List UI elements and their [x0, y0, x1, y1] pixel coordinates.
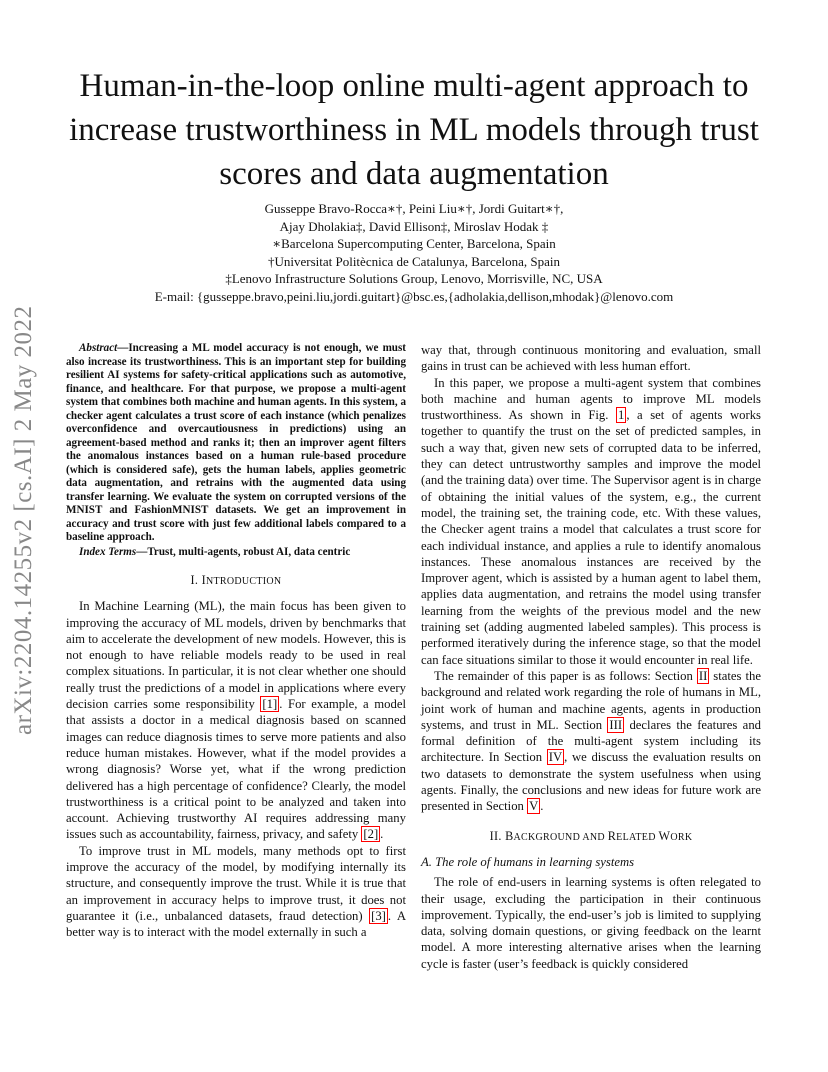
paragraph-background-1: The role of end-users in learning systems is often relegated to their usage, excluding the participation in their continuous improvement. Typically, the end-user’s job is limited to supplying data, solving domain questions, or giving feedback on the learnt model. A more interesting alternative arises when the learning cycle is faster (user’s feedback is quickly considered: [421, 875, 761, 971]
left-column: [66, 342, 406, 941]
affiliation-2: †Universitat Politècnica de Catalunya, Barcelona, Spain: [267, 253, 561, 269]
paragraph-intro-1: In Machine Learning (ML), the main focus has been given to improving the accuracy of ML models, driven by benchmarks that aim to accelerate the development of new models. However, this is not enough to have reliable models ready to be used in real complex situations. In particular, it is not clear whether one should really trust the predictions of a model in applications where every decision carries some responsibility [1] . For example, a model that assists a doctor in a medical diagnosis based on scanned images can reduce diagnosis times to serve more patients and also reduce human mistakes. However, what if the model provides a wrong diagnosis? Worse yet, what if the wrong prediction delivered has a high percentage of confidence? Clearly, the model trustworthiness is a critical point to be analyzed and taken into account. Achieving trustworthy AI requires addressing many issues such as accountability, fairness, privacy, and safety [2] .: [66, 599, 406, 842]
abstract: [66, 342, 406, 545]
paragraph-intro-2-cont: way that, through continuous monitoring and evaluation, small gains in trust can be achieved with less human effort.: [421, 343, 761, 374]
index-terms: [66, 546, 406, 560]
section-link[interactable]: IV: [548, 750, 563, 765]
section-heading-background: II. BACKGROUND AND RELATED WORK: [489, 828, 693, 843]
paragraph-intro-2: To improve trust in ML models, many methods opt to first improve the accuracy of the model, by modifying internally its structure, and consequently improve the trust. While it is true that an improvement in accuracy helps to improve trust, it does not guarantee it (i.e., unbalanced datasets, fraud detection) [3] . A better way is to interact with the model externally in such a: [66, 843, 406, 940]
affiliation-3: ‡Lenovo Infrastructure Solutions Group, Lenovo, Morrisville, NC, USA: [225, 271, 603, 286]
paper-title: Human-in-the-loop online multi-agent approach to increase trustworthiness in ML models through trust scores and data augmentation: [69, 68, 759, 192]
section-link[interactable]: V: [529, 799, 539, 814]
abstract-label: Abstract: [79, 342, 118, 354]
abstract-text: —Increasing a ML model accuracy is not enough, we must also increase its trustworthiness. This is an important step for building resilient AI systems for safety-critical applications such as automotive, finance, and healthcare. For that purpose, we propose a multi-agent system that combines both machine and human agents. In this system, a checker agent calculates a trust score of each instance (which penalizes overconfidence and overcautiousness in predictions) using an agreement-based method and ranks it; then an improver agent filters the anomalous instances based on a human rule-based procedure (which is considered safe), gets the human labels, applies geometric data augmentation, and retrains with the augmented data using transfer learning. We evaluate the system on corrupted versions of the MNIST and FashionMNIST datasets. We get an improvement in accuracy and trust score with just few additional labels compared to a baseline approach.: [66, 342, 406, 543]
citation-link[interactable]: [2]: [363, 827, 379, 842]
citation-link[interactable]: [3]: [371, 908, 386, 923]
email-line: E-mail: {gusseppe.bravo,peini.liu,jordi.guitart}@bsc.es,{adholakia,dellison,mhodak}@lenovo.com: [154, 288, 674, 304]
subsection-heading: A. The role of humans in learning systems: [421, 854, 635, 869]
author-block: [40, 200, 788, 305]
citation-link[interactable]: [1]: [262, 697, 278, 712]
right-column: [421, 342, 761, 972]
paragraph-intro-4: The remainder of this paper is as follows: Section II states the background and related work regarding the role of humans in ML, joint work of human and machine agents, agents in production systems, and trust in ML. Section III declares the features and formal definition of the multi-agent system including its architecture. In Section IV , we discuss the evaluation results on two datasets to demonstrate the system usefulness when using agents. Finally, the conclusions and new ideas for future work are presented in Section V .: [421, 668, 762, 814]
affiliation-1: ∗Barcelona Supercomputing Center, Barcelona, Spain: [272, 236, 556, 251]
paragraph-intro-3: In this paper, we propose a multi-agent system that combines both machine and human agents to improve ML models trustworthiness. As shown in Fig. 1 , a set of agents works together to quantify the trust on the set of predicted samples, in such a way that, given new sets of corrupted data to be inferred, they can detect untrustworthy samples and improve the model (and the training data) over time. The Supervisor agent is in charge of obtaining the initial values of the system, e.g., the current model, the training set, the training code, etc. With these values, the Checker agent trains a model that calculates a trust score for each individual instance, and applies a rule to identify anomalous instances. These anomalous instances are received by the Improver agent, which is assisted by a human agent to label them, applies data augmentation, and retrains the model using transfer learning from the weights of the previous model and the new training set (adding augmented labeled samples). This process is performed iteratively during the inference stage, so that the model can face situations similar to those it would encounter in real life.: [421, 375, 761, 667]
section-heading-introduction: I. INTRODUCTION: [190, 573, 282, 587]
author-line-1: Gusseppe Bravo-Rocca∗†, Peini Liu∗†, Jordi Guitart∗†,: [264, 201, 564, 216]
index-terms-label: Index Terms: [79, 545, 137, 558]
index-terms-text: —Trust, multi-agents, robust AI, data centric: [136, 545, 351, 558]
arxiv-identifier: arXiv:2204.14255v2 [cs.AI] 2 May 2022: [10, 305, 37, 735]
author-line-2: Ajay Dholakia‡, David Ellison‡, Miroslav Hodak ‡: [279, 218, 549, 234]
section-link[interactable]: II: [698, 668, 708, 683]
section-link[interactable]: III: [609, 717, 623, 732]
figure-link[interactable]: 1: [617, 408, 625, 423]
